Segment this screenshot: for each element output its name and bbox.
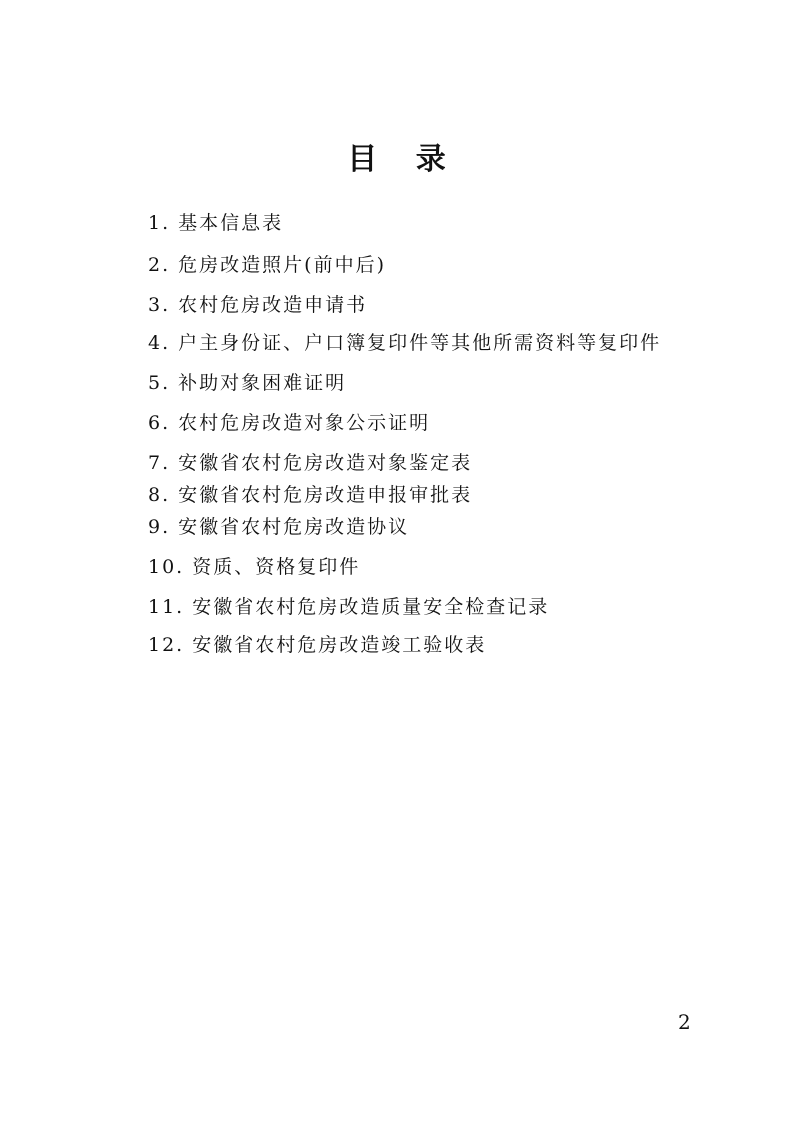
page-number: 2 [678, 1010, 691, 1034]
toc-item-1: 1. 基本信息表 [148, 212, 284, 234]
toc-item-7: 7. 安徽省农村危房改造对象鉴定表 [148, 452, 473, 474]
toc-item-11: 11. 安徽省农村危房改造质量安全检查记录 [148, 596, 550, 618]
toc-item-9: 9. 安徽省农村危房改造协议 [148, 516, 410, 538]
toc-item-10: 10. 资质、资格复印件 [148, 556, 361, 578]
toc-item-5: 5. 补助对象困难证明 [148, 372, 347, 394]
toc-item-12: 12. 安徽省农村危房改造竣工验收表 [148, 634, 487, 656]
toc-item-2: 2. 危房改造照片(前中后) [148, 254, 386, 276]
page-title: 目 录 [347, 142, 460, 177]
toc-item-4: 4. 户主身份证、户口簿复印件等其他所需资料等复印件 [148, 332, 662, 354]
toc-item-8: 8. 安徽省农村危房改造申报审批表 [148, 484, 473, 506]
toc-item-6: 6. 农村危房改造对象公示证明 [148, 412, 431, 434]
toc-item-3: 3. 农村危房改造申请书 [148, 294, 368, 316]
